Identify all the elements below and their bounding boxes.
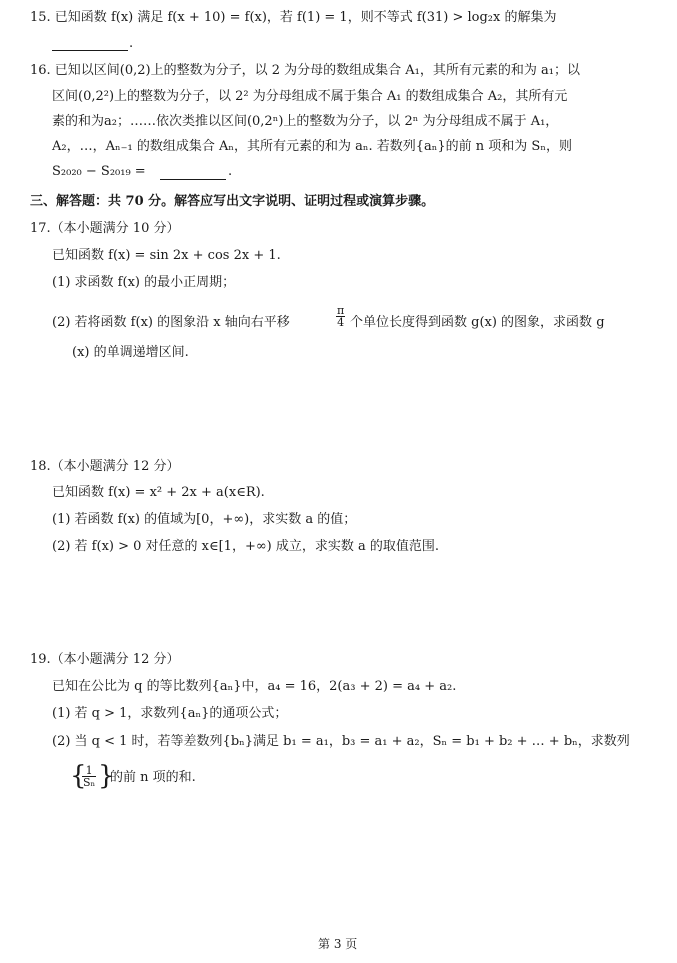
- q16-line5-head: S₂₀₂₀ − S₂₀₁₉ =: [52, 164, 146, 179]
- q16-line1: 16. 已知以区间(0,2)上的整数为分子，以 2 为分母的数组成集合 A₁，其所有元素的和为 a₁；以: [30, 63, 580, 78]
- q19-fraction-1-over-sn: [82, 765, 96, 788]
- q19-part2: (2) 当 q < 1 时，若等差数列{bₙ}满足 b₁ = a₁，b₃ = a₁ + a₂，Sₙ = b₁ + b₂ + … + bₙ，求数列: [52, 734, 630, 749]
- q18-stem: 已知函数 f(x) = x² + 2x + a(x∈R).: [52, 485, 265, 500]
- q19-right-brace: }: [98, 761, 115, 791]
- q19-part1: (1) 若 q > 1，求数列{aₙ}的通项公式；: [52, 706, 288, 721]
- q17-fraction-pi-over-4: [336, 305, 345, 328]
- q18-part1: (1) 若函数 f(x) 的值域为[0，+∞)，求实数 a 的值；: [52, 512, 357, 527]
- q18-part2: (2) 若 f(x) > 0 对任意的 x∈[1，+∞) 成立，求实数 a 的取值范围.: [52, 539, 440, 554]
- q19-stem: 已知在公比为 q 的等比数列{aₙ}中，a₄ = 16，2(a₃ + 2) = a₄ + a₂.: [52, 679, 457, 694]
- q15-line2-tail: .: [129, 36, 134, 51]
- q16-line2: 区间(0,2²)上的整数为分子，以 2² 为分母组成不属于集合 A₁ 的数组成集合 A₂，其所有元: [52, 89, 568, 104]
- q17-frac-numerator: π: [337, 304, 345, 317]
- q17-part2-c: (x) 的单调递增区间.: [72, 345, 189, 360]
- q17-part1: (1) 求函数 f(x) 的最小正周期；: [52, 275, 236, 290]
- q15-line1: 15. 已知函数 f(x) 满足 f(x + 10) = f(x)，若 f(1) = 1，则不等式 f(31) > log₂x 的解集为: [30, 10, 557, 25]
- q19-frac-numerator: 1: [82, 765, 96, 777]
- q19-header: 19.（本小题满分 12 分）: [30, 652, 180, 667]
- q17-part2-b: 个单位长度得到函数 g(x) 的图象，求函数 g: [350, 315, 605, 330]
- q17-frac-denominator: 4: [337, 316, 345, 329]
- q19-left-brace: {: [70, 761, 87, 791]
- q17-part2-a: (2) 若将函数 f(x) 的图象沿 x 轴向右平移: [52, 315, 290, 330]
- section3-heading: 三、解答题：共 70 分。解答应写出文字说明、证明过程或演算步骤。: [30, 194, 435, 209]
- q19-part2-tail: 的前 n 项的和.: [110, 770, 196, 785]
- q19-frac-denominator: Sₙ: [83, 776, 96, 789]
- q17-stem: 已知函数 f(x) = sin 2x + cos 2x + 1.: [52, 248, 281, 263]
- q16-line5-tail: .: [228, 164, 233, 179]
- q16-line3: 素的和为a₂；……依次类推以区间(0,2ⁿ)上的整数为分子，以 2ⁿ 为分母组成不属于 A₁，: [52, 114, 559, 129]
- q17-header: 17.（本小题满分 10 分）: [30, 221, 180, 236]
- q16-line4: A₂，…，Aₙ₋₁ 的数组成集合 Aₙ，其所有元素的和为 aₙ. 若数列{aₙ}的前 n 项和为 Sₙ，则: [52, 139, 572, 154]
- q15-answer-blank: [52, 49, 128, 51]
- q18-header: 18.（本小题满分 12 分）: [30, 459, 180, 474]
- page-number: 第 3 页: [318, 937, 358, 951]
- q16-answer-blank: [160, 178, 226, 180]
